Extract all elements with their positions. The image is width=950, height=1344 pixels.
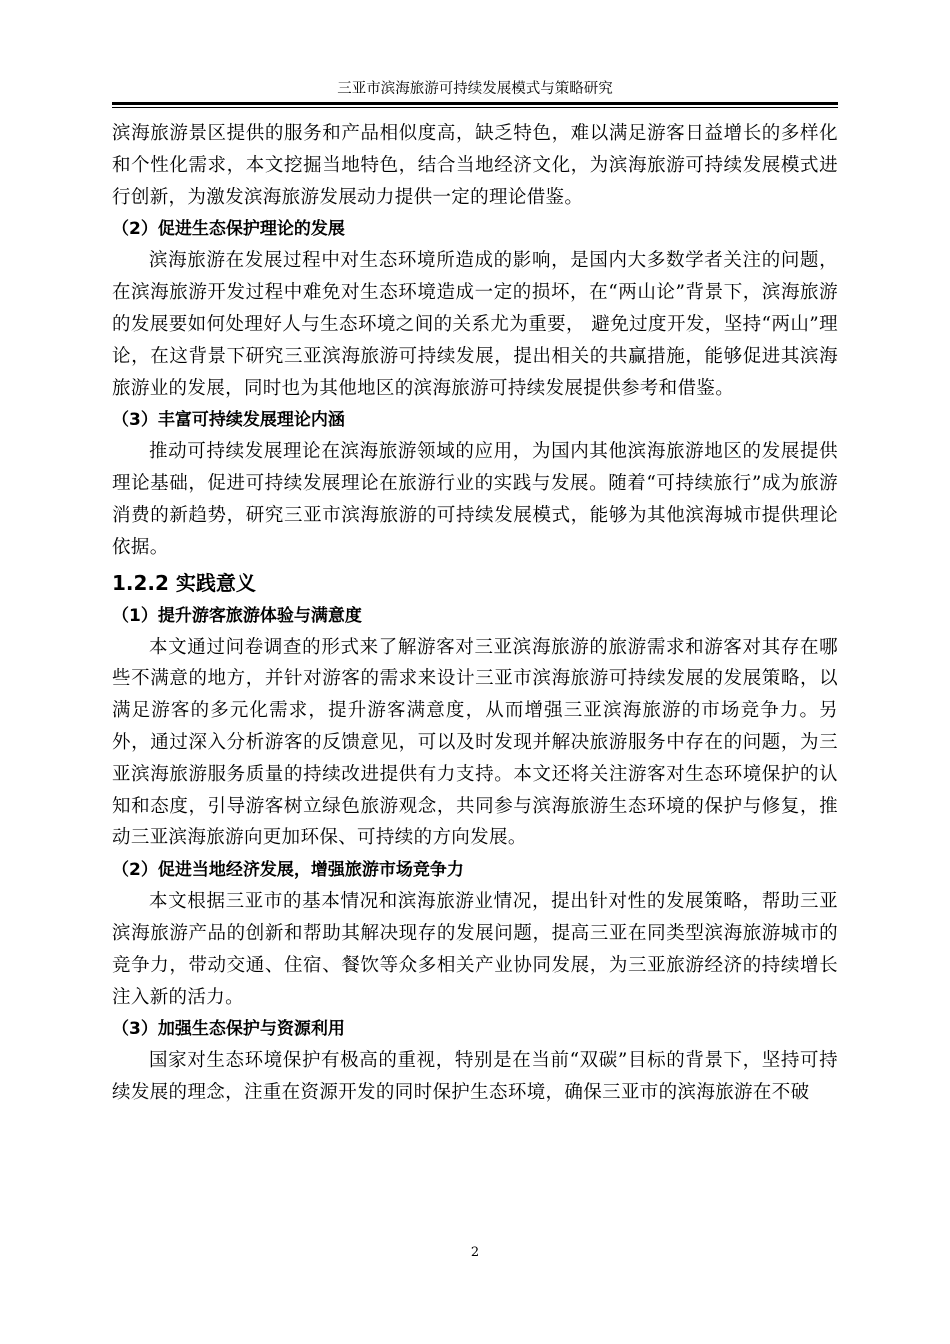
subheading-local-economy: （2）促进当地经济发展，增强旅游市场竞争力	[112, 860, 464, 881]
subheading-ecology-theory: （2）促进生态保护理论的发展	[112, 219, 345, 240]
header-rule-thick	[112, 102, 838, 105]
paragraph-visitor-satisfaction: 本文通过问卷调查的形式来了解游客对三亚滨海旅游的旅游需求和游客对其存在哪些不满意的地方，并针对游客的需求来设计三亚市滨海旅游可持续发展的发展策略，以满足游客的多元化需求，提升游客满意度，从而增强三亚滨海旅游的市场竞争力。另外，通过深入分析游客的反馈意见，可以及时发现并解决旅游服务中存在的问题，为三亚滨海旅游服务质量的持续改进提供有力支持。本文还将关注游客对生态环境保护的认知和态度，引导游客树立绿色旅游观念，共同参与滨海旅游生态环境的保护与修复，推动三亚滨海旅游向更加环保、可持续的方向发展。	[112, 636, 838, 849]
running-header: 三亚市滨海旅游可持续发展模式与策略研究	[337, 81, 613, 97]
paragraph-local-economy: 本文根据三亚市的基本情况和滨海旅游业情况，提出针对性的发展策略，帮助三亚滨海旅游产品的创新和帮助其解决现存的发展问题，提高三亚在同类型滨海旅游城市的竞争力，带动交通、住宿、餐饮等众多相关产业协同发展，为三亚旅游经济的持续增长注入新的活力。	[112, 891, 838, 1008]
paragraph-continued: 滨海旅游景区提供的服务和产品相似度高，缺乏特色，难以满足游客日益增长的多样化和个性化需求，本文挖掘当地特色，结合当地经济文化，为滨海旅游可持续发展模式进行创新，为激发滨海旅游发展动力提供一定的理论借鉴。	[112, 123, 838, 208]
section-heading-practical-significance: 1.2.2 实践意义	[112, 570, 256, 595]
subheading-sustainability-theory: （3）丰富可持续发展理论内涵	[112, 410, 345, 431]
paragraph-ecological-protection: 国家对生态环境保护有极高的重视，特别是在当前“双碳”目标的背景下，坚持可持续发展的理念，注重在资源开发的同时保护生态环境，确保三亚市的滨海旅游在不破	[112, 1050, 838, 1104]
page-number: 2	[470, 1245, 480, 1260]
subheading-visitor-satisfaction: （1）提升游客旅游体验与满意度	[112, 605, 362, 626]
page-body	[112, 118, 838, 1109]
paragraph-ecology-theory: 滨海旅游在发展过程中对生态环境所造成的影响，是国内大多数学者关注的问题，在滨海旅游开发过程中难免对生态环境造成一定的损坏，在“两山论”背景下，滨海旅游的发展要如何处理好人与生态环境之间的关系尤为重要， 避免过度开发，坚持“两山”理论，在这背景下研究三亚滨海旅游可持续发展，提出相关的共赢措施，能够促进其滨海旅游业的发展，同时也为其他地区的滨海旅游可持续发展提供参考和借鉴。	[112, 250, 838, 399]
header-rule-thin	[112, 107, 838, 108]
subheading-ecological-protection: （3）加强生态保护与资源利用	[112, 1019, 345, 1040]
paragraph-sustainability-theory: 推动可持续发展理论在滨海旅游领域的应用，为国内其他滨海旅游地区的发展提供理论基础，促进可持续发展理论在旅游行业的实践与发展。随着“可持续旅行”成为旅游消费的新趋势，研究三亚市滨海旅游的可持续发展模式，能够为其他滨海城市提供理论依据。	[112, 441, 838, 558]
